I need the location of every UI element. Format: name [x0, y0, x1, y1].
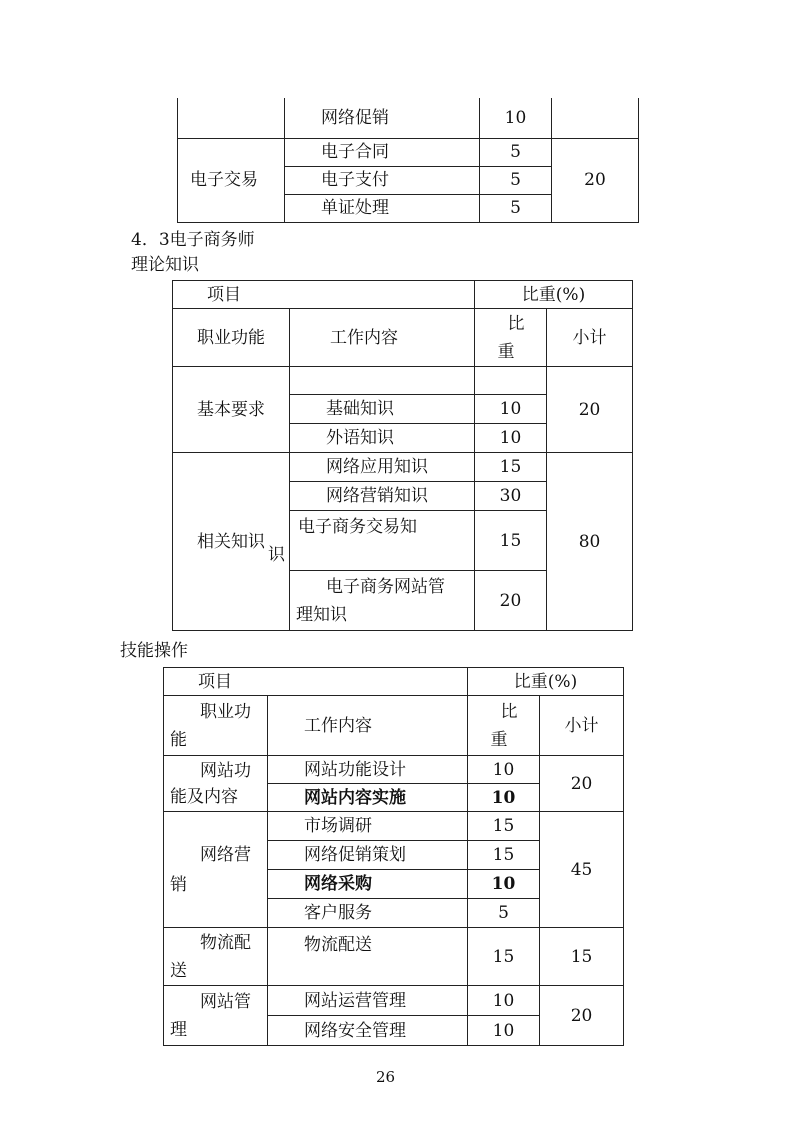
content-cell: 基础知识 — [290, 395, 475, 424]
subtotal-cell: 20 — [540, 986, 624, 1046]
content-cell: 电子支付 — [285, 166, 480, 194]
subtotal-cell: 20 — [552, 138, 639, 222]
weight-cell: 15 — [475, 453, 547, 482]
header-weight: 比重(%) — [475, 281, 633, 309]
subtotal-cell: 80 — [547, 453, 633, 631]
col-weight: 比重 — [468, 696, 540, 756]
subtotal-cell: 20 — [547, 367, 633, 453]
content-cell: 网络促销策划 — [268, 841, 468, 870]
weight-cell: 5 — [480, 194, 552, 222]
content-cell: 电子商务交易知识 — [290, 511, 475, 571]
function-cell: 网站管理 — [164, 986, 268, 1046]
weight-cell: 10 — [468, 986, 540, 1016]
content-cell: 网络营销知识 — [290, 482, 475, 511]
top-table — [177, 98, 639, 223]
content-cell: 网络促销 — [285, 98, 480, 138]
content-cell: 电子合同 — [285, 138, 480, 166]
blank-cell — [552, 98, 639, 138]
subtotal-cell: 20 — [540, 756, 624, 812]
content-cell: 电子商务网站管理知识 — [290, 571, 475, 631]
weight-cell: 30 — [475, 482, 547, 511]
theory-table — [172, 280, 633, 631]
weight-cell: 15 — [468, 928, 540, 986]
col-subtotal: 小计 — [547, 309, 633, 367]
content-cell: 物流配送 — [268, 928, 468, 986]
content-cell: 单证处理 — [285, 194, 480, 222]
weight-cell: 20 — [475, 571, 547, 631]
content-cell: 网站运营管理 — [268, 986, 468, 1016]
header-item: 项目 — [173, 281, 475, 309]
weight-cell: 10 — [468, 870, 540, 899]
content-cell: 外语知识 — [290, 424, 475, 453]
weight-cell: 10 — [468, 1016, 540, 1046]
subtotal-cell: 45 — [540, 812, 624, 928]
content-cell: 网络采购 — [268, 870, 468, 899]
skills-heading: 技能操作 — [120, 641, 188, 661]
weight-cell: 5 — [480, 166, 552, 194]
content-cell: 客户服务 — [268, 899, 468, 928]
col-function: 职业功能 — [173, 309, 290, 367]
function-cell: 网站功能及内容 — [164, 756, 268, 812]
header-weight: 比重(%) — [468, 668, 624, 696]
section-title: 4．3电子商务师 — [131, 230, 255, 250]
content-cell: 网站功能设计 — [268, 756, 468, 784]
weight-cell: 10 — [475, 395, 547, 424]
function-cell: 物流配送 — [164, 928, 268, 986]
weight-cell: 5 — [480, 138, 552, 166]
function-cell: 相关知识 — [173, 453, 290, 631]
subtotal-cell: 15 — [540, 928, 624, 986]
skills-table — [163, 667, 624, 1046]
header-item: 项目 — [164, 668, 468, 696]
weight-cell: 5 — [468, 899, 540, 928]
blank-cell — [178, 98, 285, 138]
content-cell: 网络应用知识 — [290, 453, 475, 482]
function-cell: 电子交易 — [178, 138, 285, 222]
weight-cell: 15 — [468, 841, 540, 870]
function-cell: 基本要求 — [173, 367, 290, 453]
content-cell: 市场调研 — [268, 812, 468, 841]
weight-cell — [475, 367, 547, 395]
weight-cell: 15 — [468, 812, 540, 841]
col-content: 工作内容 — [268, 696, 468, 756]
weight-cell: 10 — [468, 784, 540, 812]
content-cell — [290, 367, 475, 395]
col-content: 工作内容 — [290, 309, 475, 367]
content-cell: 网站内容实施 — [268, 784, 468, 812]
col-weight: 比重 — [475, 309, 547, 367]
weight-cell: 15 — [475, 511, 547, 571]
weight-cell: 10 — [480, 98, 552, 138]
weight-cell: 10 — [468, 756, 540, 784]
content-cell: 网络安全管理 — [268, 1016, 468, 1046]
weight-cell: 10 — [475, 424, 547, 453]
theory-heading: 理论知识 — [131, 255, 199, 275]
col-subtotal: 小计 — [540, 696, 624, 756]
page-number: 26 — [376, 1068, 396, 1086]
col-function: 职业功能 — [164, 696, 268, 756]
function-cell: 网络营销 — [164, 812, 268, 928]
